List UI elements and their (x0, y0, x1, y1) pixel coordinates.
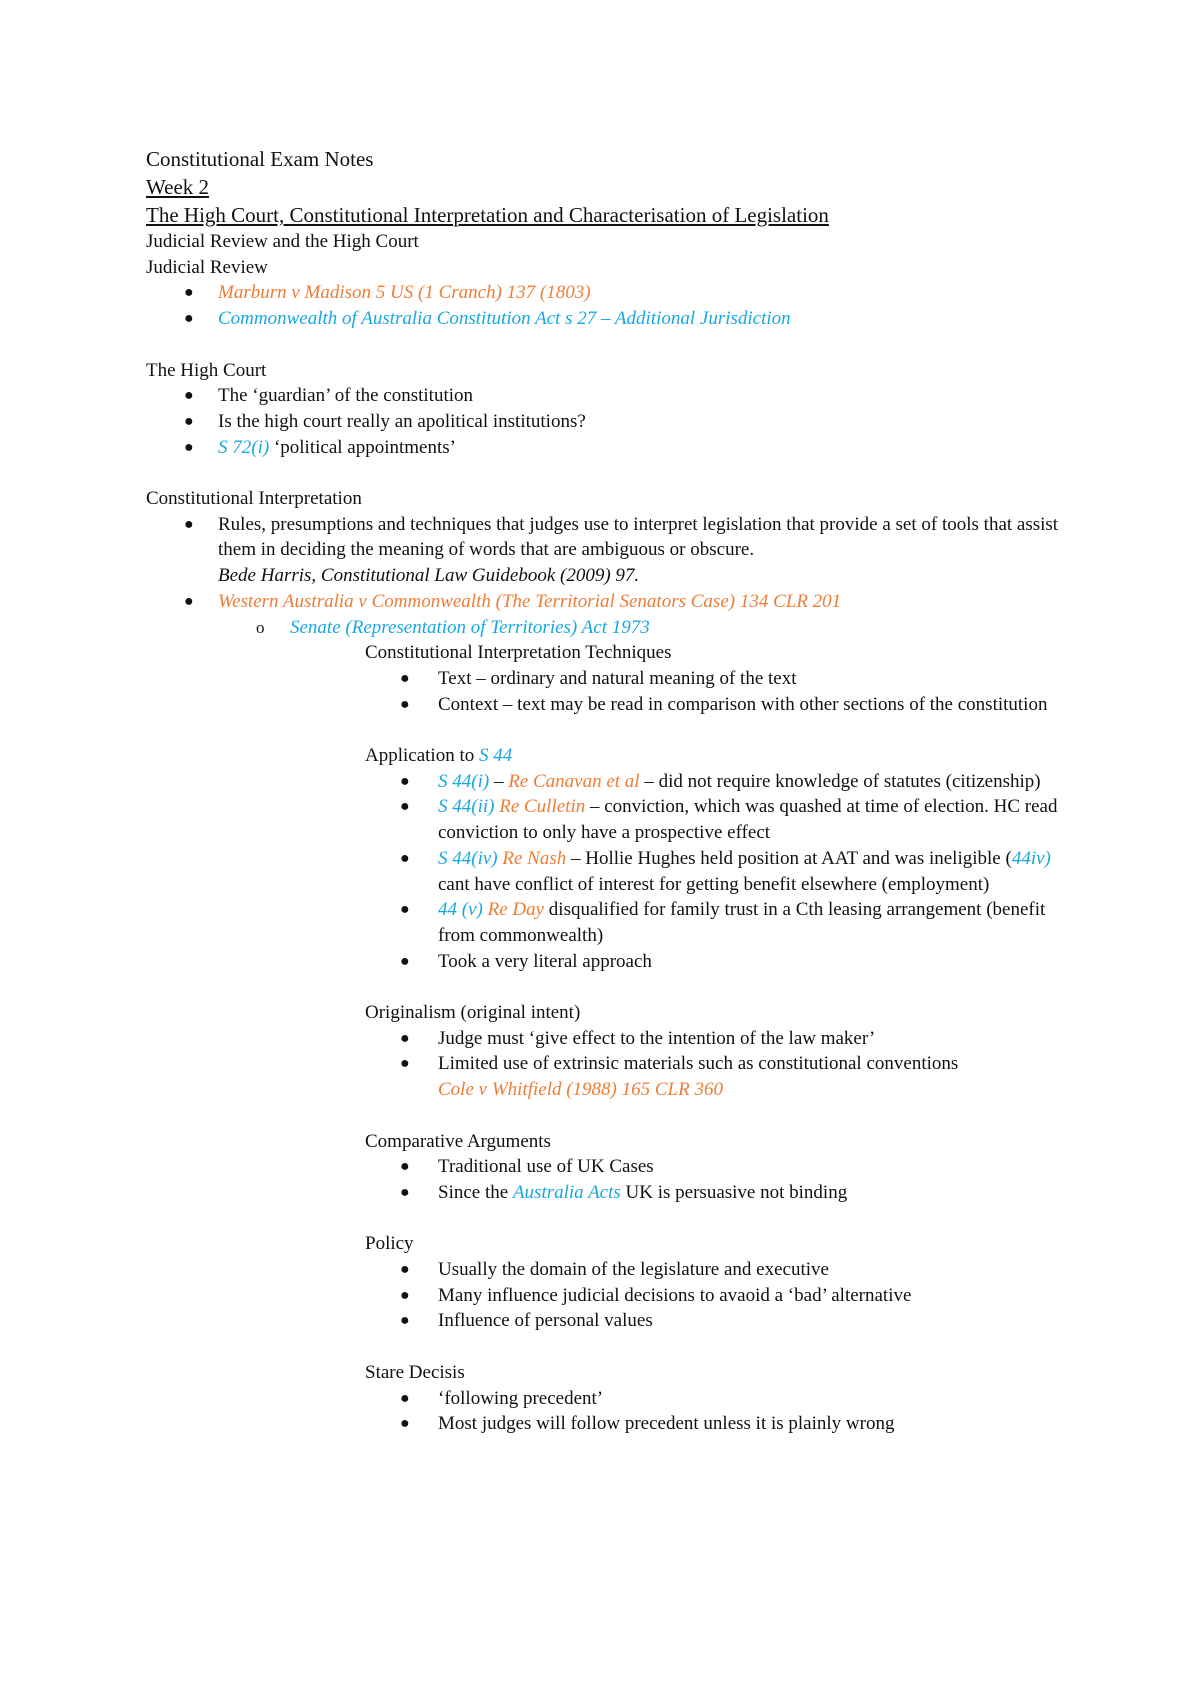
bullet-icon: ● (400, 1415, 410, 1433)
list-item-text: Took a very literal approach (438, 950, 652, 972)
list-item (146, 949, 1076, 975)
bullet-icon: ● (400, 1389, 410, 1407)
list-item-text: disqualified for family trust in a Cth leasing arrangement (benefit from commonwealth) (438, 899, 1046, 946)
bullet-icon: ● (400, 669, 410, 687)
case-citation: Marburn v Madison 5 US (1 Cranch) 137 (1803) (218, 282, 591, 304)
list-item-text: Influence of personal values (438, 1310, 653, 1332)
bullet-icon: ● (400, 798, 410, 816)
list-item (146, 1257, 1076, 1283)
legislation-citation: S 72(i) (218, 436, 270, 458)
bullet-icon: ● (400, 772, 410, 790)
case-citation: Re Nash (502, 847, 567, 869)
constitutional-interpretation-list (146, 512, 1076, 615)
list-item-text: Usually the domain of the legislature and executive (438, 1259, 829, 1281)
list-item (146, 692, 1076, 718)
bullet-icon: ● (400, 1286, 410, 1304)
bullet-icon: ● (184, 438, 194, 456)
list-item (146, 1411, 1076, 1437)
list-item (146, 1154, 1076, 1180)
case-citation: Western Australia v Commonwealth (The Territorial Senators Case) 134 CLR 201 (218, 590, 842, 612)
list-item-text: Limited use of extrinsic materials such as constitutional conventions (438, 1053, 959, 1075)
list-item-text: Is the high court really an apolitical institutions? (218, 410, 586, 432)
section-heading-policy: Policy (365, 1233, 414, 1255)
bullet-icon: ● (400, 849, 410, 867)
policy-list (146, 1257, 1076, 1334)
case-citation: Cole v Whitfield (1988) 165 CLR 360 (438, 1079, 723, 1101)
list-item-text: Judge must ‘give effect to the intention of the law maker’ (438, 1027, 876, 1049)
list-item-text: – did not require knowledge of statutes (citizenship) (639, 770, 1041, 792)
bullet-icon: ● (400, 1158, 410, 1176)
list-item (146, 1051, 1076, 1102)
legislation-citation: S 44(ii) (438, 796, 495, 818)
list-item (146, 383, 1076, 409)
list-item-text: ‘political appointments’ (269, 436, 456, 458)
section-heading-originalism: Originalism (original intent) (365, 1002, 581, 1024)
section-heading-comparative: Comparative Arguments (365, 1130, 551, 1152)
book-citation: Bede Harris, Constitutional Law Guidebook (2009) 97. (218, 565, 640, 587)
legislation-citation: S 44(i) (438, 770, 490, 792)
list-item-text: – conviction, which was quashed at time of election. HC read conviction to only have a prospective effect (438, 796, 1058, 844)
high-court-list (146, 383, 1076, 460)
list-item (146, 1386, 1076, 1412)
section-heading-application-s44 (146, 743, 1076, 769)
techniques-list (146, 666, 1076, 717)
document-title: Constitutional Exam Notes (146, 147, 374, 171)
list-item (146, 512, 1076, 589)
list-item-text: Most judges will follow precedent unless it is plainly wrong (438, 1413, 895, 1435)
list-item-text: cant have conflict of interest for getting benefit elsewhere (employment) (438, 873, 990, 895)
stare-decisis-list (146, 1386, 1076, 1437)
bullet-icon: ● (400, 901, 410, 919)
legislation-citation: 44 (v) (438, 899, 483, 921)
list-item (146, 435, 1076, 461)
originalism-list (146, 1026, 1076, 1103)
bullet-icon: ● (184, 592, 194, 610)
dash-text: – (489, 770, 509, 792)
list-item (146, 897, 1076, 948)
list-item-text: ‘following precedent’ (438, 1387, 604, 1409)
bullet-icon: ● (184, 412, 194, 430)
list-item (146, 846, 1076, 897)
legislation-citation: Senate (Representation of Territories) Act 1973 (290, 616, 650, 638)
bullet-icon: ● (400, 1261, 410, 1279)
list-item-text: The ‘guardian’ of the constitution (218, 385, 474, 407)
section-heading-judicial-review-hc: Judicial Review and the High Court (146, 231, 419, 252)
list-item (146, 794, 1076, 845)
heading-text: Application to (365, 745, 479, 767)
week-heading: Week 2 (146, 175, 210, 199)
list-item-text: Many influence judicial decisions to avaoid a ‘bad’ alternative (438, 1284, 912, 1306)
legislation-citation: S 44(iv) (438, 847, 498, 869)
list-item-text: UK is persuasive not binding (620, 1181, 848, 1203)
list-item-text: Text – ordinary and natural meaning of the text (438, 667, 797, 689)
case-citation: Re Canavan et al (508, 770, 640, 792)
list-item (146, 280, 1076, 306)
bullet-icon: ● (184, 515, 194, 533)
legislation-citation: Australia Acts (512, 1181, 621, 1203)
notes-body (146, 145, 1076, 1437)
bullet-icon: ● (400, 1055, 410, 1073)
topic-heading: The High Court, Constitutional Interpretation and Characterisation of Legislation (146, 203, 829, 227)
list-item (146, 666, 1076, 692)
list-item-text: – Hollie Hughes held position at AAT and was ineligible ( (566, 847, 1012, 869)
application-list (146, 769, 1076, 975)
legislation-citation: Commonwealth of Australia Constitution Act s 27 – Additional Jurisdiction (218, 308, 791, 330)
list-item-text: Rules, presumptions and techniques that judges use to interpret legislation that provide a set of tools that assist them in deciding the meaning of words that are ambiguous or obscure. (218, 513, 1059, 561)
subheading-judicial-review: Judicial Review (146, 256, 268, 278)
list-item (146, 1026, 1076, 1052)
bullet-icon: ● (400, 695, 410, 713)
bullet-icon: ● (400, 1029, 410, 1047)
legislation-citation: 44iv) (1011, 847, 1051, 869)
section-heading-stare-decisis: Stare Decisis (365, 1361, 465, 1383)
list-item (146, 1180, 1076, 1206)
case-citation: Re Culletin (499, 796, 586, 818)
list-item (146, 769, 1076, 795)
section-heading-constitutional-interpretation: Constitutional Interpretation (146, 488, 362, 509)
list-item-text: Since the (438, 1181, 513, 1203)
comparative-list (146, 1154, 1076, 1205)
legislation-citation: S 44 (478, 745, 513, 767)
list-item-text: Context – text may be read in comparison with other sections of the constitution (438, 693, 1048, 715)
sub-bullet-icon: o (256, 617, 265, 637)
list-item (146, 1308, 1076, 1334)
list-item (146, 409, 1076, 435)
bullet-icon: ● (184, 310, 194, 328)
bullet-icon: ● (400, 952, 410, 970)
bullet-icon: ● (400, 1183, 410, 1201)
judicial-review-list (146, 280, 1076, 331)
section-heading-techniques: Constitutional Interpretation Techniques (365, 642, 672, 664)
bullet-icon: ● (184, 284, 194, 302)
list-item-text: Traditional use of UK Cases (438, 1156, 654, 1178)
bullet-icon: ● (400, 1312, 410, 1330)
list-item (146, 589, 1076, 615)
case-citation: Re Day (487, 899, 545, 921)
bullet-icon: ● (184, 387, 194, 405)
section-heading-high-court: The High Court (146, 359, 267, 381)
sub-list-item (146, 615, 1076, 641)
list-item (146, 1283, 1076, 1309)
list-item (146, 306, 1076, 332)
